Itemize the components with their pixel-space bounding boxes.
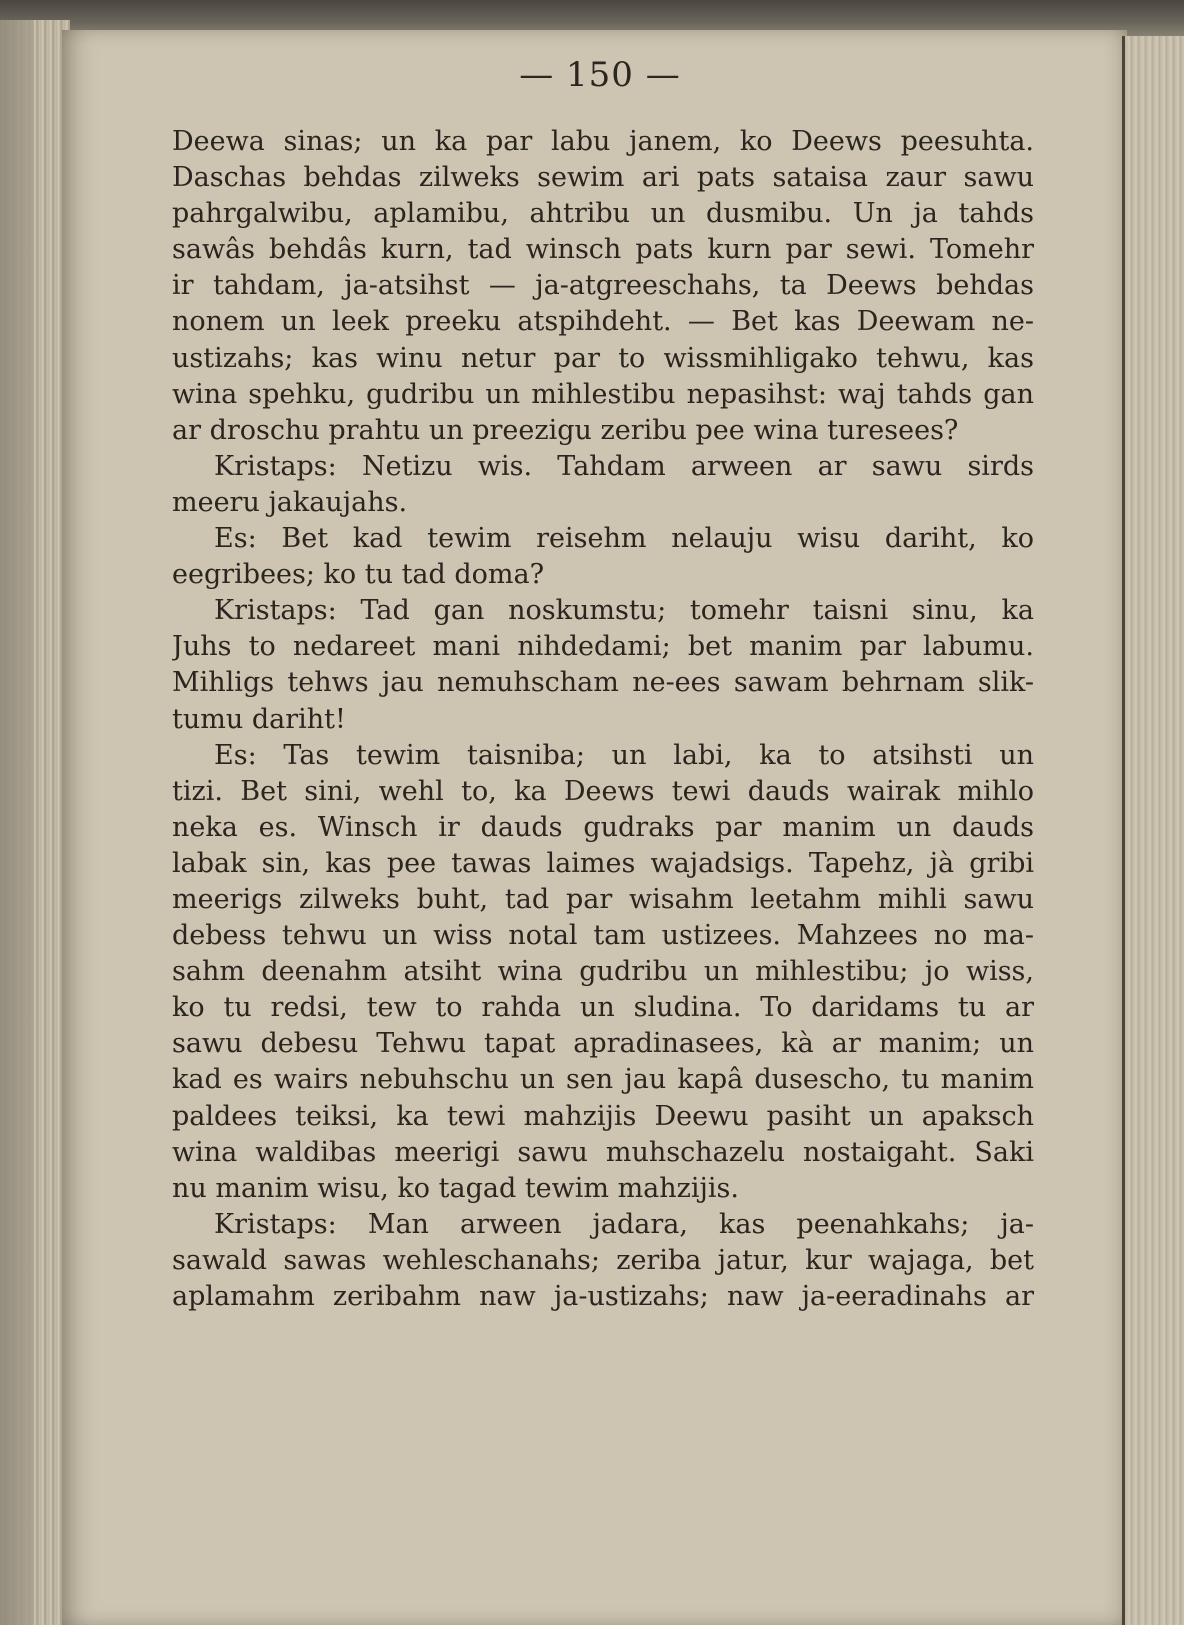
text-line: sahm deenahm atsiht wina gudribu un mihlestibu; jo wiss, — [172, 956, 1034, 988]
text-line: Daschas behdas zilweks sewim ari pats sataisa zaur sawu — [172, 162, 1034, 194]
text-line: Es: Tas tewim taisniba; un labi, ka to atsihsti un — [214, 739, 1034, 771]
text-line: pahrgalwibu, aplamibu, ahtribu un dusmibu. Un ja tahds — [172, 198, 1034, 230]
page-number: — 150 — — [519, 55, 681, 95]
right-page-stack — [1125, 36, 1184, 1625]
left-page-shadow — [0, 20, 34, 1625]
text-line: wina waldibas meerigi sawu muhschazelu nostaigaht. Saki — [172, 1136, 1034, 1168]
text-line: eegribees; ko tu tad doma? — [172, 559, 545, 591]
text-line: meeru jakaujahs. — [172, 486, 408, 518]
text-line: sawu debesu Tehwu tapat apradinasees, kà ar manim; un — [172, 1028, 1034, 1060]
text-line: Kristaps: Netizu wis. Tahdam arween ar sawu sirds — [214, 450, 1034, 482]
text-line: Kristaps: Man arween jadara, kas peenahkahs; ja- — [214, 1208, 1034, 1240]
text-line: Kristaps: Tad gan noskumstu; tomehr taisni sinu, ka — [214, 595, 1034, 627]
text-line: Juhs to nedareet mani nihdedami; bet manim par labumu. — [172, 631, 1034, 663]
text-line: ar droschu prahtu un preezigu zeribu pee wina turesees? — [172, 414, 959, 446]
text-line: wina spehku, gudribu un mihlestibu nepasihst: waj tahds gan — [172, 378, 1034, 410]
text-line: neka es. Winsch ir dauds gudraks par manim un dauds — [172, 811, 1034, 843]
page-body-text — [172, 124, 1034, 1315]
text-line: ir tahdam, ja-atsihst — ja-atgreeschahs, ta Deews behdas — [172, 270, 1034, 302]
text-line: sawald sawas wehleschanahs; zeriba jatur, kur wajaga, bet — [172, 1244, 1034, 1276]
text-line: sawâs behdâs kurn, tad winsch pats kurn par sewi. Tomehr — [172, 234, 1034, 266]
text-line: paldees teiksi, ka tewi mahzijis Deewu pasiht un apaksch — [172, 1100, 1034, 1132]
text-line: Deewa sinas; un ka par labu janem, ko Deews peesuhta. — [172, 126, 1034, 157]
text-line: Mihligs tehws jau nemuhscham ne-ees sawam behrnam slik- — [172, 667, 1034, 699]
text-line: nonem un leek preeku atspihdeht. — Bet kas Deewam ne- — [172, 306, 1034, 338]
text-line: Es: Bet kad tewim reisehm nelauju wisu dariht, ko — [214, 523, 1034, 555]
text-line: ustizahs; kas winu netur par to wissmihligako tehwu, kas — [172, 342, 1034, 374]
text-line: kad es wairs nebuhschu un sen jau kapâ dusescho, tu manim — [172, 1064, 1034, 1096]
text-line: labak sin, kas pee tawas laimes wajadsigs. Tapehz, jà gribi — [172, 847, 1034, 879]
text-line: debess tehwu un wiss notal tam ustizees. Mahzees no ma- — [172, 920, 1034, 952]
text-line: meerigs zilweks buht, tad par wisahm leetahm mihli sawu — [172, 883, 1034, 915]
text-line: ko tu redsi, tew to rahda un sludina. To daridams tu ar — [172, 992, 1034, 1024]
text-line: tumu dariht! — [172, 703, 346, 735]
text-line: tizi. Bet sini, wehl to, ka Deews tewi dauds wairak mihlo — [172, 775, 1034, 807]
text-line: nu manim wisu, ko tagad tewim mahzijis. — [172, 1172, 739, 1204]
text-line: aplamahm zeribahm naw ja-ustizahs; naw ja-eeradinahs ar — [172, 1281, 1034, 1312]
